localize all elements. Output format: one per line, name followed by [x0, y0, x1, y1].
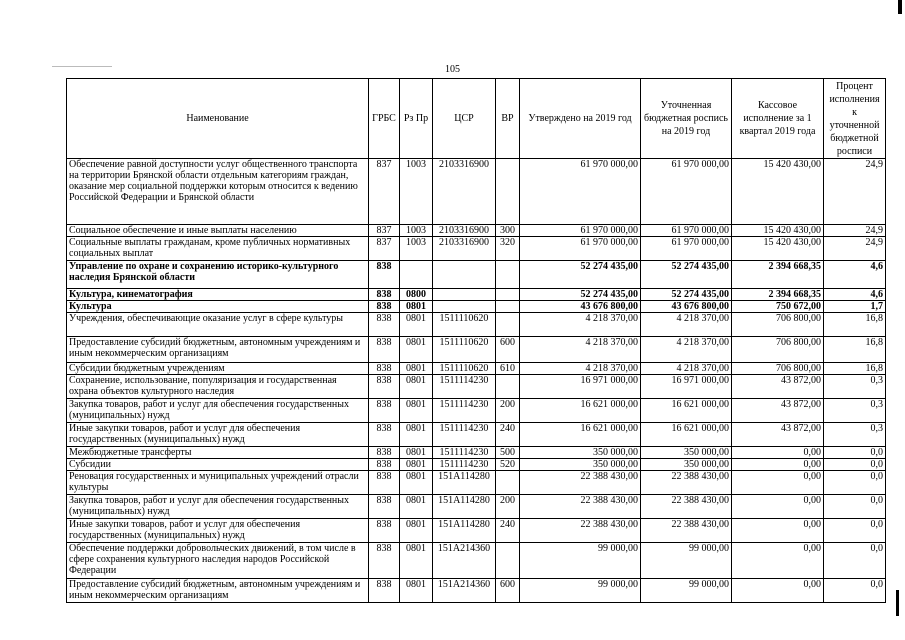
cell-grbs: 838 [369, 543, 400, 579]
cell-name: Реновация государственных и муниципальных учреждений отрасли культуры [67, 471, 369, 495]
cell-grbs: 838 [369, 459, 400, 471]
cell-csr [433, 261, 496, 289]
cell-vr: 600 [496, 337, 520, 363]
cell-percent: 1,7 [824, 301, 886, 313]
table-row [67, 225, 886, 237]
cell-rzpr: 1003 [400, 225, 433, 237]
table-row [67, 423, 886, 447]
cell-approved: 99 000,00 [520, 579, 641, 603]
cell-csr: 151A114280 [433, 519, 496, 543]
cell-csr: 1511114230 [433, 399, 496, 423]
header-grbs: ГРБС [369, 79, 400, 159]
cell-cash: 750 672,00 [732, 301, 824, 313]
cell-approved: 22 388 430,00 [520, 519, 641, 543]
cell-vr: 600 [496, 579, 520, 603]
cell-vr [496, 301, 520, 313]
cell-vr: 300 [496, 225, 520, 237]
cell-cash: 0,00 [732, 495, 824, 519]
cell-rzpr: 0801 [400, 363, 433, 375]
cell-percent: 0,0 [824, 459, 886, 471]
cell-rzpr: 0801 [400, 471, 433, 495]
cell-approved: 43 676 800,00 [520, 301, 641, 313]
cell-vr: 240 [496, 519, 520, 543]
budget-table [66, 78, 886, 603]
cell-csr: 1511110620 [433, 313, 496, 337]
cell-cash: 15 420 430,00 [732, 225, 824, 237]
cell-name: Обеспечение поддержки добровольческих движений, в том числе в сфере сохранения культурного наследия народов Российской Федерации [67, 543, 369, 579]
cell-rzpr: 0801 [400, 579, 433, 603]
cell-vr [496, 261, 520, 289]
cell-csr: 1511114230 [433, 375, 496, 399]
cell-cash: 43 872,00 [732, 399, 824, 423]
header-percent: Процент исполнения к уточненной бюджетной росписи [824, 79, 886, 159]
cell-csr: 151A114280 [433, 495, 496, 519]
cell-cash: 0,00 [732, 543, 824, 579]
cell-csr [433, 301, 496, 313]
cell-csr [433, 289, 496, 301]
cell-refined: 350 000,00 [641, 447, 732, 459]
cell-rzpr: 0801 [400, 313, 433, 337]
cell-refined: 52 274 435,00 [641, 289, 732, 301]
table-row [67, 289, 886, 301]
cell-rzpr: 0801 [400, 337, 433, 363]
cell-vr: 200 [496, 495, 520, 519]
cell-name: Сохранение, использование, популяризация и государственная охрана объектов культурного наследия [67, 375, 369, 399]
cell-rzpr: 0800 [400, 289, 433, 301]
cell-percent: 0,0 [824, 519, 886, 543]
cell-approved: 61 970 000,00 [520, 237, 641, 261]
cell-vr: 610 [496, 363, 520, 375]
cell-percent: 0,3 [824, 375, 886, 399]
cell-csr: 1511114230 [433, 459, 496, 471]
header-cash: Кассовое исполнение за 1 квартал 2019 года [732, 79, 824, 159]
cell-grbs: 838 [369, 337, 400, 363]
cell-percent: 24,9 [824, 225, 886, 237]
cell-name: Управление по охране и сохранению историко-культурного наследия Брянской области [67, 261, 369, 289]
cell-name: Субсидии бюджетным учреждениям [67, 363, 369, 375]
table-row [67, 375, 886, 399]
cell-name: Иные закупки товаров, работ и услуг для обеспечения государственных (муниципальных) нужд [67, 423, 369, 447]
cell-refined: 52 274 435,00 [641, 261, 732, 289]
cell-cash: 2 394 668,35 [732, 261, 824, 289]
cell-approved: 350 000,00 [520, 447, 641, 459]
cell-grbs: 838 [369, 471, 400, 495]
cell-name: Закупка товаров, работ и услуг для обеспечения государственных (муниципальных) нужд [67, 495, 369, 519]
cell-csr: 2103316900 [433, 225, 496, 237]
cell-rzpr: 0801 [400, 495, 433, 519]
cell-cash: 2 394 668,35 [732, 289, 824, 301]
cell-refined: 99 000,00 [641, 543, 732, 579]
cell-name: Учреждения, обеспечивающие оказание услуг в сфере культуры [67, 313, 369, 337]
cell-vr: 200 [496, 399, 520, 423]
cell-grbs: 838 [369, 375, 400, 399]
cell-vr: 240 [496, 423, 520, 447]
cell-approved: 22 388 430,00 [520, 471, 641, 495]
cell-cash: 43 872,00 [732, 423, 824, 447]
cell-refined: 22 388 430,00 [641, 471, 732, 495]
cell-approved: 4 218 370,00 [520, 337, 641, 363]
cell-rzpr: 0801 [400, 447, 433, 459]
cell-percent: 4,6 [824, 261, 886, 289]
table-row [67, 399, 886, 423]
cell-cash: 43 872,00 [732, 375, 824, 399]
table-row [67, 519, 886, 543]
table-row [67, 543, 886, 579]
table-row [67, 579, 886, 603]
cell-cash: 15 420 430,00 [732, 159, 824, 225]
cell-refined: 61 970 000,00 [641, 159, 732, 225]
cell-approved: 52 274 435,00 [520, 261, 641, 289]
cell-refined: 61 970 000,00 [641, 225, 732, 237]
cell-csr: 151A114280 [433, 471, 496, 495]
cell-grbs: 838 [369, 579, 400, 603]
cell-grbs: 838 [369, 495, 400, 519]
cell-csr: 1511114230 [433, 423, 496, 447]
table-row [67, 313, 886, 337]
cell-vr [496, 471, 520, 495]
cell-name: Социальные выплаты гражданам, кроме публичных нормативных социальных выплат [67, 237, 369, 261]
cell-percent: 0,3 [824, 399, 886, 423]
cell-rzpr [400, 261, 433, 289]
cell-approved: 61 970 000,00 [520, 225, 641, 237]
table-row [67, 237, 886, 261]
cell-percent: 4,6 [824, 289, 886, 301]
cell-refined: 350 000,00 [641, 459, 732, 471]
cell-name: Культура [67, 301, 369, 313]
cell-cash: 0,00 [732, 447, 824, 459]
cell-percent: 0,0 [824, 543, 886, 579]
cell-approved: 350 000,00 [520, 459, 641, 471]
cell-percent: 16,8 [824, 337, 886, 363]
cell-cash: 706 800,00 [732, 337, 824, 363]
cell-rzpr: 0801 [400, 399, 433, 423]
cell-approved: 16 621 000,00 [520, 399, 641, 423]
cell-vr: 500 [496, 447, 520, 459]
cell-refined: 16 971 000,00 [641, 375, 732, 399]
cell-percent: 24,9 [824, 159, 886, 225]
cell-grbs: 838 [369, 301, 400, 313]
table-row [67, 159, 886, 225]
cell-csr: 2103316900 [433, 237, 496, 261]
table-row [67, 495, 886, 519]
cell-percent: 0,3 [824, 423, 886, 447]
cell-rzpr: 1003 [400, 159, 433, 225]
header-csr: ЦСР [433, 79, 496, 159]
cell-grbs: 838 [369, 313, 400, 337]
cell-refined: 43 676 800,00 [641, 301, 732, 313]
cell-grbs: 838 [369, 423, 400, 447]
cell-approved: 99 000,00 [520, 543, 641, 579]
page-number: 105 [445, 64, 460, 75]
header-name: Наименование [67, 79, 369, 159]
scan-edge-mark [898, 0, 902, 14]
cell-csr: 1511114230 [433, 447, 496, 459]
cell-percent: 16,8 [824, 313, 886, 337]
cell-refined: 16 621 000,00 [641, 399, 732, 423]
cell-vr: 520 [496, 459, 520, 471]
cell-cash: 706 800,00 [732, 363, 824, 375]
cell-name: Субсидии [67, 459, 369, 471]
cell-approved: 52 274 435,00 [520, 289, 641, 301]
cell-percent: 24,9 [824, 237, 886, 261]
cell-vr [496, 313, 520, 337]
cell-grbs: 838 [369, 519, 400, 543]
cell-cash: 0,00 [732, 579, 824, 603]
cell-name: Предоставление субсидий бюджетным, автономным учреждениям и иным некоммерческим организациям [67, 337, 369, 363]
header-rzpr: Рз Пр [400, 79, 433, 159]
table-body [67, 159, 886, 603]
table-header-row [67, 79, 886, 159]
table-row [67, 301, 886, 313]
cell-rzpr: 0801 [400, 423, 433, 447]
cell-percent: 0,0 [824, 471, 886, 495]
cell-approved: 22 388 430,00 [520, 495, 641, 519]
scan-edge-mark [896, 590, 899, 616]
cell-grbs: 838 [369, 447, 400, 459]
cell-grbs: 837 [369, 237, 400, 261]
cell-percent: 0,0 [824, 579, 886, 603]
cell-refined: 4 218 370,00 [641, 313, 732, 337]
cell-refined: 4 218 370,00 [641, 363, 732, 375]
cell-name: Межбюджетные трансферты [67, 447, 369, 459]
cell-vr: 320 [496, 237, 520, 261]
cell-name: Культура, кинематография [67, 289, 369, 301]
table-row [67, 459, 886, 471]
cell-name: Обеспечение равной доступности услуг общественного транспорта на территории Брянской области отдельным категориям граждан, оказание мер социальной поддержки которым относится к ведению Российской Федерации и Брянской области [67, 159, 369, 225]
cell-name: Социальное обеспечение и иные выплаты населению [67, 225, 369, 237]
table-row [67, 363, 886, 375]
cell-rzpr: 0801 [400, 459, 433, 471]
cell-percent: 0,0 [824, 495, 886, 519]
cell-refined: 61 970 000,00 [641, 237, 732, 261]
cell-csr: 1511110620 [433, 363, 496, 375]
cell-csr: 151A214360 [433, 543, 496, 579]
cell-vr [496, 543, 520, 579]
cell-csr: 151A214360 [433, 579, 496, 603]
header-vr: ВР [496, 79, 520, 159]
cell-vr [496, 159, 520, 225]
cell-rzpr: 1003 [400, 237, 433, 261]
table-row [67, 471, 886, 495]
cell-name: Закупка товаров, работ и услуг для обеспечения государственных (муниципальных) нужд [67, 399, 369, 423]
header-refined: Уточненная бюджетная роспись на 2019 год [641, 79, 732, 159]
cell-percent: 0,0 [824, 447, 886, 459]
cell-cash: 0,00 [732, 519, 824, 543]
header-approved: Утверждено на 2019 год [520, 79, 641, 159]
cell-csr: 2103316900 [433, 159, 496, 225]
cell-vr [496, 289, 520, 301]
cell-approved: 16 621 000,00 [520, 423, 641, 447]
cell-rzpr: 0801 [400, 543, 433, 579]
cell-rzpr: 0801 [400, 301, 433, 313]
cell-cash: 0,00 [732, 459, 824, 471]
cell-approved: 4 218 370,00 [520, 363, 641, 375]
cell-rzpr: 0801 [400, 519, 433, 543]
cell-refined: 99 000,00 [641, 579, 732, 603]
cell-vr [496, 375, 520, 399]
cell-grbs: 838 [369, 363, 400, 375]
cell-approved: 4 218 370,00 [520, 313, 641, 337]
cell-refined: 22 388 430,00 [641, 519, 732, 543]
cell-name: Предоставление субсидий бюджетным, автономным учреждениям и иным некоммерческим организациям [67, 579, 369, 603]
cell-grbs: 838 [369, 261, 400, 289]
cell-name: Иные закупки товаров, работ и услуг для обеспечения государственных (муниципальных) нужд [67, 519, 369, 543]
cell-cash: 0,00 [732, 471, 824, 495]
cell-cash: 706 800,00 [732, 313, 824, 337]
cell-grbs: 838 [369, 399, 400, 423]
table-row [67, 447, 886, 459]
cell-percent: 16,8 [824, 363, 886, 375]
cell-grbs: 838 [369, 289, 400, 301]
cell-cash: 15 420 430,00 [732, 237, 824, 261]
cell-grbs: 837 [369, 159, 400, 225]
cell-approved: 16 971 000,00 [520, 375, 641, 399]
cell-refined: 22 388 430,00 [641, 495, 732, 519]
cell-rzpr: 0801 [400, 375, 433, 399]
cell-approved: 61 970 000,00 [520, 159, 641, 225]
table-row [67, 261, 886, 289]
cell-csr: 1511110620 [433, 337, 496, 363]
table-row [67, 337, 886, 363]
cell-refined: 4 218 370,00 [641, 337, 732, 363]
cell-grbs: 837 [369, 225, 400, 237]
cell-refined: 16 621 000,00 [641, 423, 732, 447]
